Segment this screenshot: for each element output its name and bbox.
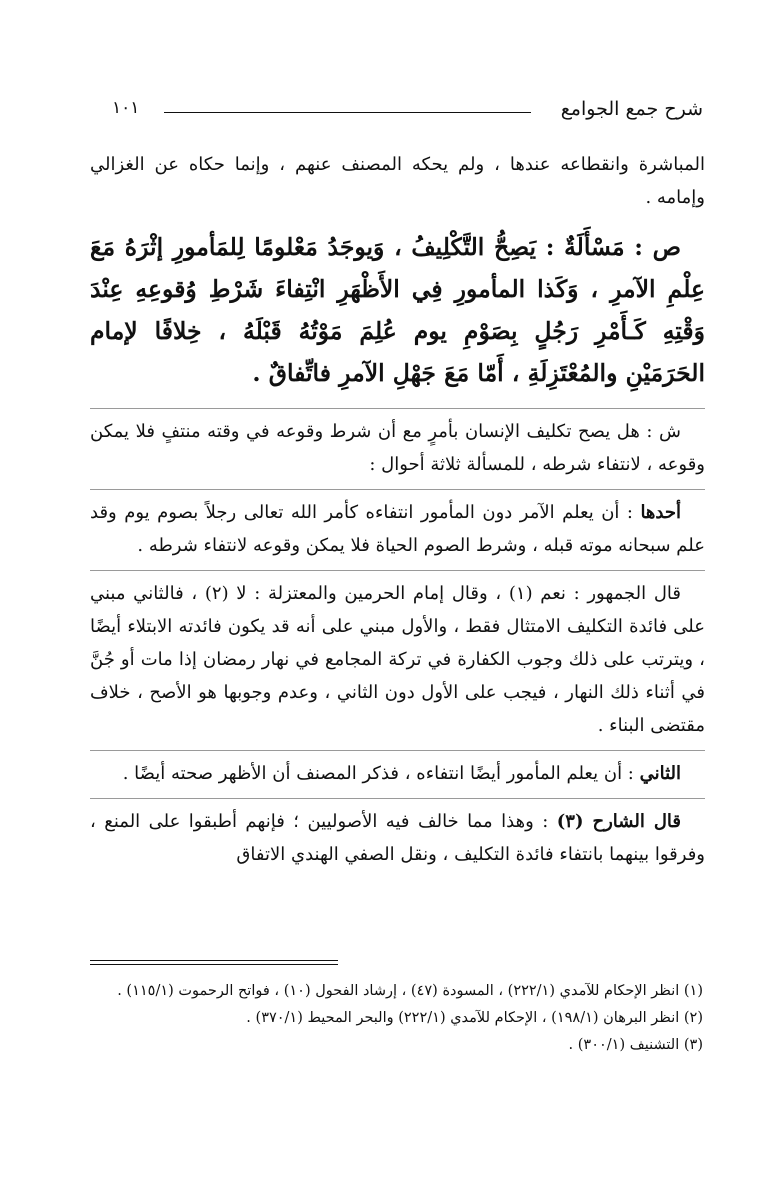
case-two-paragraph (90, 750, 705, 790)
case-two-text: : أن يعلم المأمور أيضًا انتفاءه ، فذكر المصنف أن الأظهر صحته أيضًا . (122, 763, 640, 784)
footnote-separator (90, 960, 338, 968)
commentator-text: : وهذا مما خالف فيه الأصوليين ؛ فإنهم أطبقوا على المنع ، وفرقوا بينهما بانتفاء فائدة التكليف ، ونقل الصفي الهندي الاتفاق (90, 811, 705, 865)
footnotes (90, 978, 703, 1059)
case-one-paragraph (90, 489, 705, 562)
running-title: شرح جمع الجوامع (560, 98, 703, 120)
page-number: ١٠١ (112, 98, 140, 118)
majority-view-paragraph: قال الجمهور : نعم (١) ، وقال إمام الحرمين والمعتزلة : لا (٢) ، فالثاني مبني على فائدة التكليف الامتثال فقط ، والأول مبني على أنه قد يكون فائدته الابتلاء أيضًا ، ويترتب على ذلك وجوب الكفارة في تركة المجامع في نهار رمضان إذا مات أو جُنَّ في أثناء ذلك النهار ، فيجب على الأول دون الثاني ، وعدم وجوبها هو الأصح ، خلاف مقتضى البناء . (90, 570, 705, 742)
header-rule (164, 112, 531, 113)
case-one-text: : أن يعلم الآمر دون المأمور انتفاءه كأمر الله تعالى رجلاً بصوم يوم وقد علم سبحانه موته قبله ، وشرط الصوم الحياة فلا يمكن وقوعه لانتفاء شرطه . (90, 502, 705, 556)
footnote: (٢) انظر البرهان (١٩٨/١) ، الإحكام للآمدي (٢٢٢/١) والبحر المحيط (٣٧٠/١) . (246, 1010, 703, 1026)
footnote: (٣) التشنيف (٣٠٠/١) . (568, 1037, 703, 1053)
matn-paragraph: ص : مَسْأَلَةٌ : يَصِحُّ التَّكْلِيفُ ، وَيوجَدُ مَعْلومًا لِلمَأمورِ إثْرَهُ مَعَ عِلْمِ الآمرِ ، وَكَذا المأمورِ فِي الأَظْهَرِ انْتِفاءَ شَرْطِ وُقوعِهِ عِنْدَ وَقْتِهِ كَـأَمْرِ رَجُلٍ بِصَوْمِ يوم عُلِمَ مَوْتُهُ قَبْلَهُ ، خِلافًا لإمام الحَرَمَيْنِ والمُعْتَزِلَةِ ، أَمّا مَعَ جَهْلِ الآمرِ فاتِّفاقٌ . (90, 233, 705, 387)
paragraph-continuation: المباشرة وانقطاعه عندها ، ولم يحكه المصنف عنهم ، وإنما حكاه عن الغزالي وإمامه . (90, 154, 705, 208)
case-two-lead: الثاني (639, 763, 681, 784)
commentary-paragraph: ش : هل يصح تكليف الإنسان بأمرٍ مع أن شرط وقوعه في وقته منتفٍ فلا يمكن وقوعه ، لانتفاء شرطه ، للمسألة ثلاثة أحوال : (90, 408, 705, 481)
commentator-lead: قال الشارح (٣) (556, 811, 681, 832)
footnote: (١) انظر الإحكام للآمدي (٢٢٢/١) ، المسودة (٤٧) ، إرشاد الفحول (١٠) ، فواتح الرحموت (١١٥/١) . (117, 983, 703, 999)
running-header (112, 96, 703, 126)
body-text (90, 148, 705, 879)
commentator-paragraph (90, 798, 705, 871)
case-one-lead: أحدها (640, 502, 681, 523)
